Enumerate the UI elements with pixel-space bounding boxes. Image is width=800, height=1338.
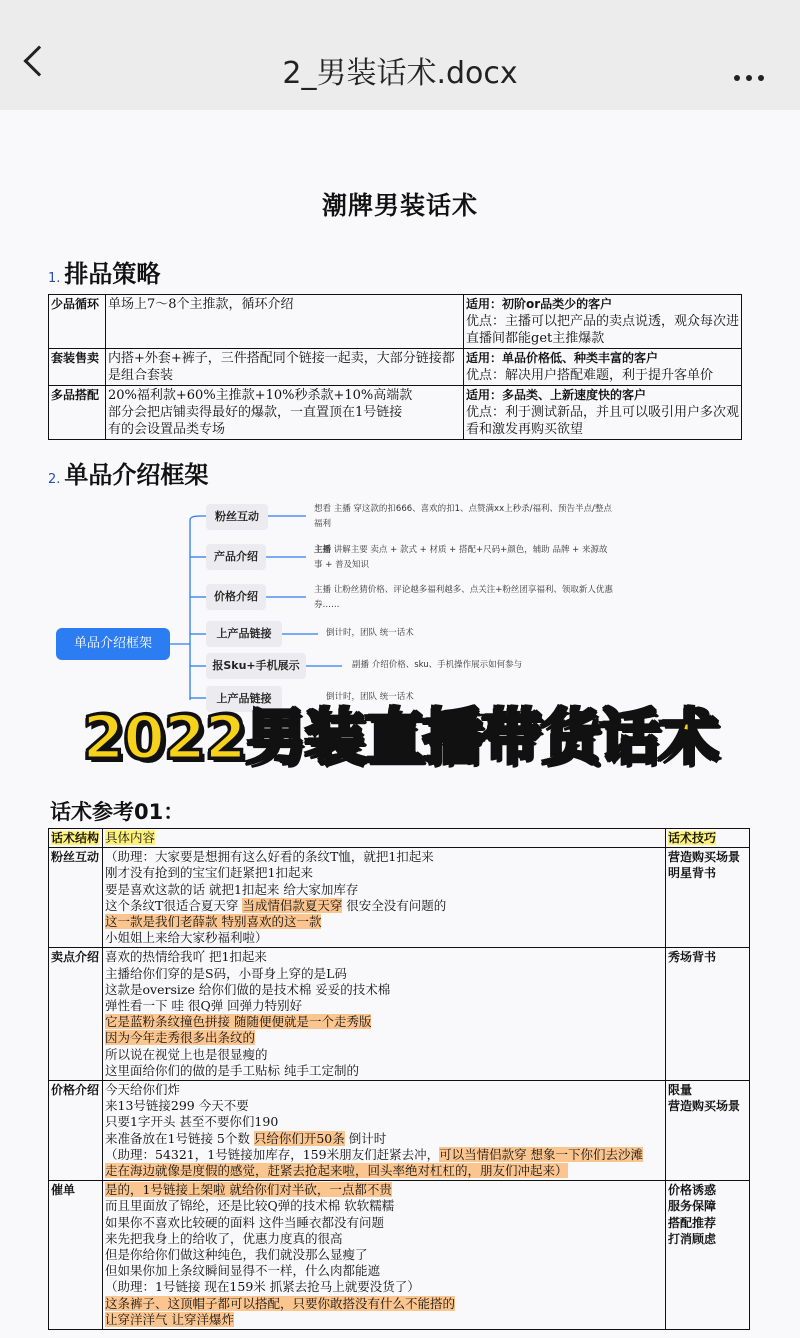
script-line: [105, 1082, 663, 1098]
table-row: [49, 1081, 750, 1181]
mindmap-node-product-link: 上产品链接: [206, 686, 282, 712]
script-segment: 而且里面放了锦纶，还是比较Q弹的技术棉 软软糯糯: [105, 1198, 395, 1214]
script-line: [105, 1312, 663, 1328]
script-structure: 粉丝互动: [49, 848, 103, 948]
script-content: [103, 1081, 666, 1181]
script-line: [105, 1215, 663, 1231]
script-tip: 营造购买场景: [668, 1099, 741, 1114]
script-segment: 可以当情侣款穿 想象一下你们去沙滩: [439, 1146, 644, 1162]
header-tips-label: 话术技巧: [668, 831, 717, 845]
script-line: [105, 1131, 663, 1147]
script-content: [103, 1181, 666, 1330]
mindmap-node-fan-interaction: 粉丝互动: [206, 504, 268, 530]
script-line: [105, 966, 663, 982]
script-line: [105, 1163, 663, 1179]
strategy-content-line: 内搭+外套+裤子，三件搭配同个链接一起卖，大部分链接都是组合套装: [108, 351, 455, 383]
strategy-content-line: 20%福利款+60%主推款+10%秒杀款+10%高端款: [108, 388, 413, 403]
script-structure: 价格介绍: [49, 1081, 103, 1181]
script-tip: 明星背书: [668, 866, 717, 881]
document-filename: 2_男装话术.docx: [282, 56, 518, 91]
strategy-content-line: 单场上7～8个主推款，循环介绍: [108, 297, 294, 312]
script-segment: 所以说在视觉上也是很显瘦的: [105, 1046, 268, 1062]
mindmap-desc: 倒计时，团队 统一话术: [326, 628, 414, 638]
script-line: [105, 914, 663, 930]
script-segment: 但如果你加上条纹瞬间显得不一样，什么肉都能遮: [105, 1263, 381, 1279]
reference-heading: 话术参考01：: [50, 800, 185, 824]
script-content: [103, 848, 666, 948]
script-segment: （助理：大家要是想拥有这么好看的条纹T恤，就把1扣起来: [105, 849, 434, 865]
script-segment: 很安全没有问题的: [342, 897, 447, 913]
script-segment: （助理：1号链接 现在159米 抓紧去抢马上就要没货了）: [105, 1279, 420, 1295]
mindmap-root: 单品介绍框架: [56, 628, 170, 660]
table-header-row: [49, 829, 750, 848]
header-structure: [49, 829, 103, 848]
script-line: [105, 1198, 663, 1214]
script-line: [105, 1231, 663, 1247]
header-content-label: 具体内容: [105, 830, 156, 845]
script-tips: [666, 1181, 750, 1330]
mindmap-desc: 副播 介绍价格、sku、手机操作展示如何参与: [352, 660, 523, 670]
script-segment: 这条裤子、这顶帽子都可以搭配，只要你敢搭没有什么不能搭的: [105, 1295, 456, 1311]
script-segment: 是的，1号链接上架啦 就给你们对半砍，一点都不贵: [105, 1182, 392, 1198]
mindmap-node-product-intro: 产品介绍: [206, 544, 266, 570]
script-tips: [666, 948, 750, 1081]
script-segment: 只给你们开50条: [253, 1130, 345, 1146]
strategy-content-line: 有的会设置品类专场: [108, 422, 226, 437]
mindmap-desc: 倒计时，团队 统一话术: [326, 692, 414, 702]
script-structure: 卖点介绍: [49, 948, 103, 1081]
script-line: [105, 898, 663, 914]
script-line: [105, 1263, 663, 1279]
script-segment: 主播给你们穿的是S码，小哥身上穿的是L码: [105, 965, 347, 981]
script-content: [103, 948, 666, 1081]
table-row: [49, 848, 750, 948]
script-line: [105, 1063, 663, 1079]
strategy-merit-line: 优点：主播可以把产品的卖点说透，观众每次进直播间都能get主推爆款: [466, 314, 740, 346]
script-segment: 弹性看一下 哇 很Q弹 回弹力特别好: [105, 998, 303, 1014]
script-segment: 因为今年走秀很多出条纹的: [105, 1030, 256, 1046]
script-segment: 这一款是我们老薛款 特别喜欢的这一款: [105, 914, 322, 930]
script-segment: 今天给你们炸: [105, 1082, 181, 1098]
strategy-fit-line: 适用：初阶or品类少的客户: [466, 297, 613, 311]
mindmap-node-sku-display: 报Sku+手机展示: [206, 653, 306, 679]
mindmap-node-price-intro: 价格介绍: [206, 584, 266, 610]
script-segment: 如果你不喜欢比较硬的面料 这件当睡衣都没有问题: [105, 1214, 384, 1230]
script-tip: 服务保障: [668, 1199, 717, 1214]
script-tip: 限量: [668, 1083, 693, 1098]
script-line: [105, 982, 663, 998]
script-segment: 倒计时: [344, 1130, 387, 1146]
script-line: [105, 1114, 663, 1130]
script-line: [105, 1296, 663, 1312]
script-line: [105, 1030, 663, 1046]
script-segment: 这里面给你们的做的是手工贴标 纯手工定制的: [105, 1062, 359, 1078]
mindmap-node-product-link: 上产品链接: [206, 621, 282, 647]
mindmap-desc: 主播 让粉丝猜价格、评论越多福利越多、点关注+粉丝团享福利、领取新人优惠券……: [314, 585, 613, 610]
script-segment: 但是你给你们做这种纯色，我们就没那么显瘦了: [105, 1247, 368, 1263]
strategy-name: 套装售卖: [49, 349, 106, 386]
section-heading-2: 2. 单品介绍框架: [48, 461, 209, 489]
script-segment: 这个条纹T很适合夏天穿: [105, 897, 243, 913]
script-segment: 这款是oversize 给你们做的是技术棉 妥妥的技术棉: [105, 981, 391, 997]
script-tip: 价格诱惑: [668, 1183, 717, 1198]
script-segment: 走在海边就像是度假的感觉，赶紧去抢起来啦，回头率绝对杠杠的，朋友们冲起来）: [105, 1163, 568, 1179]
strategy-merit-line: 优点：利于测试新品，并且可以吸引用户多次观看和激发再购买欲望: [466, 405, 740, 437]
script-line: [105, 865, 663, 881]
script-line: [105, 1182, 663, 1198]
strategy-content-line: 部分会把店铺卖得最好的爆款，一直置顶在1号链接: [108, 405, 403, 420]
table-row: [49, 1181, 750, 1330]
script-segment: 只要1字开头 甚至不要你们190: [105, 1114, 279, 1130]
mindmap-desc: 主播 讲解主要 卖点 + 款式 + 材质 + 搭配+尺码+颜色，辅助 品牌 + 来源故事 + 普及知识: [314, 545, 608, 570]
script-segment: 来13号链接299 今天不要: [105, 1098, 249, 1114]
strategy-name: 多品搭配: [49, 386, 106, 440]
script-segment: 喜欢的热情给我吖 把1扣起来: [105, 949, 267, 965]
script-segment: （助理：54321，1号链接加库存，159米朋友们赶紧去冲，: [105, 1146, 440, 1162]
table-row: [49, 948, 750, 1081]
script-segment: 它是蓝粉条纹撞色拼接 随随便便就是一个走秀版: [105, 1014, 372, 1030]
strategy-fit-line: 适用：单品价格低、种类丰富的客户: [466, 351, 659, 365]
script-tips: [666, 848, 750, 948]
document-title: 潮牌男装话术: [321, 191, 478, 220]
script-tip: 秀场背书: [668, 950, 717, 965]
script-line: [105, 1247, 663, 1263]
strategy-merit-line: 优点：解决用户搭配难题，利于提升客单价: [466, 368, 714, 383]
mindmap-desc: 想看 主播 穿这款的扣666、喜欢的扣1、点赞满xx上秒杀/福利、预告半点/整点福利: [314, 504, 612, 529]
script-line: [105, 849, 663, 865]
script-tips: [666, 1081, 750, 1181]
script-line: [105, 1279, 663, 1295]
script-segment: 要是喜欢这款的话 就把1扣起来 给大家加库存: [105, 881, 359, 897]
script-line: [105, 949, 663, 965]
script-line: [105, 930, 663, 946]
script-line: [105, 1047, 663, 1063]
script-segment: 当成情侣款夏天穿: [242, 897, 343, 913]
section-heading-1: 1. 排品策略: [48, 260, 161, 288]
script-segment: 刚才没有抢到的宝宝们赶紧把1扣起来: [105, 865, 313, 881]
header-content: [103, 829, 666, 848]
header-structure-label: 话术结构: [51, 831, 100, 845]
strategy-name: 少品循环: [49, 295, 106, 349]
script-segment: 让穿洋洋气 让穿洋爆炸: [105, 1311, 234, 1327]
script-segment: 来先把我身上的给收了，优惠力度真的很高: [105, 1230, 343, 1246]
promo-banner-text: 2022男装直播带货话术: [82, 703, 718, 773]
script-table: [48, 828, 750, 1330]
script-line: [105, 1014, 663, 1030]
script-line: [105, 1147, 663, 1163]
script-tip: 营造购买场景: [668, 850, 741, 865]
script-line: [105, 882, 663, 898]
script-line: [105, 1098, 663, 1114]
header-tips: [666, 829, 750, 848]
script-segment: 小姐姐上来给大家秒福利啦）: [105, 930, 268, 946]
script-line: [105, 998, 663, 1014]
script-segment: 来准备放在1号链接 5个数: [105, 1130, 254, 1146]
strategy-fit-line: 适用：多品类、上新速度快的客户: [466, 388, 647, 402]
script-tip: 搭配推荐: [668, 1215, 717, 1230]
script-structure: 催单: [49, 1181, 103, 1330]
script-tip: 打消顾虑: [668, 1231, 717, 1246]
